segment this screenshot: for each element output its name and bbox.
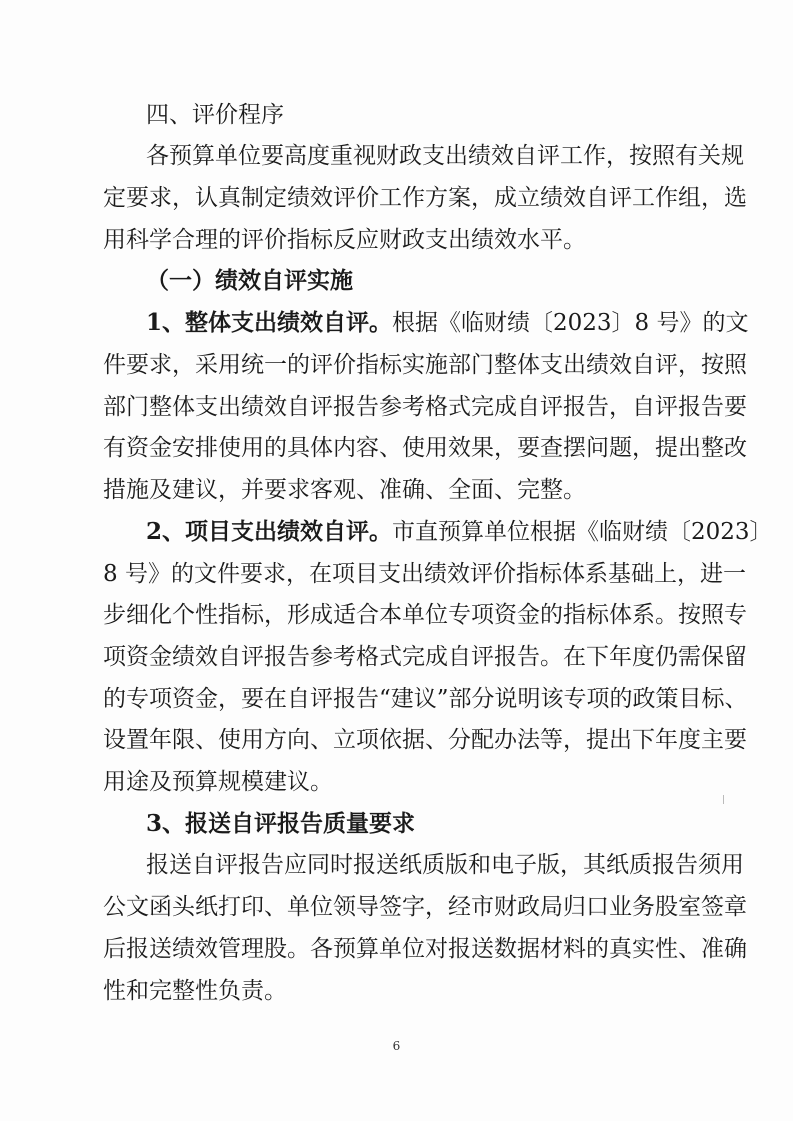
paragraph-line: 后报送绩效管理股。各预算单位对报送数据材料的真实性、准确 (103, 936, 747, 962)
item-1-text: 根据《临财绩〔2023〕8 号》的文 (392, 310, 749, 336)
item-1-first-line (146, 308, 749, 338)
paragraph-line: 8 号》的文件要求，在项目支出绩效评价指标体系基础上，进一 (103, 561, 746, 587)
item-2-first-line (146, 517, 773, 547)
paragraph-line: 报送自评报告应同时报送纸质版和电子版，其纸质报告须用 (146, 852, 744, 878)
paragraph-line: 公文函头纸打印、单位领导签字，经市财政局归口业务股室签章 (103, 894, 747, 920)
item-1-lead: 1、整体支出绩效自评。 (146, 309, 393, 336)
paragraph-line: 性和完整性负责。 (103, 978, 287, 1004)
paragraph-line: 的专项资金，要在自评报告“建议”部分说明该专项的政策目标、 (103, 686, 748, 712)
paragraph-line: 用科学合理的评价指标反应财政支出绩效水平。 (103, 227, 586, 253)
paragraph-line: 各预算单位要高度重视财政支出绩效自评工作，按照有关规 (146, 143, 744, 169)
subsection-title: （一）绩效自评实施 (146, 267, 353, 294)
paragraph-line: 项资金绩效自评报告参考格式完成自评报告。在下年度仍需保留 (103, 644, 747, 670)
paragraph-line: 件要求，采用统一的评价指标实施部门整体支出绩效自评，按照 (103, 352, 747, 378)
paragraph-line: 定要求，认真制定绩效评价工作方案，成立绩效自评工作组，选 (103, 185, 747, 211)
paragraph-line: 有资金安排使用的具体内容、使用效果，要查摆问题，提出整改 (103, 435, 747, 461)
page-number: 6 (392, 1039, 401, 1053)
item-2-text: 市直预算单位根据《临财绩〔2023〕 (392, 519, 773, 545)
paragraph-line: 设置年限、使用方向、立项依据、分配办法等，提出下年度主要 (103, 727, 747, 753)
section-title: 四、评价程序 (146, 102, 284, 128)
item-2-lead: 2、项目支出绩效自评。 (146, 518, 393, 545)
paragraph-line: 用途及预算规模建议。 (103, 769, 333, 795)
paragraph-line: 措施及建议，并要求客观、准确、全面、完整。 (103, 477, 586, 503)
paragraph-line: 部门整体支出绩效自评报告参考格式完成自评报告，自评报告要 (103, 394, 747, 420)
paragraph-line: 步细化个性指标，形成适合本单位专项资金的指标体系。按照专 (103, 602, 747, 628)
scan-speck (723, 795, 724, 804)
item-3-title: 3、报送自评报告质量要求 (146, 810, 416, 837)
